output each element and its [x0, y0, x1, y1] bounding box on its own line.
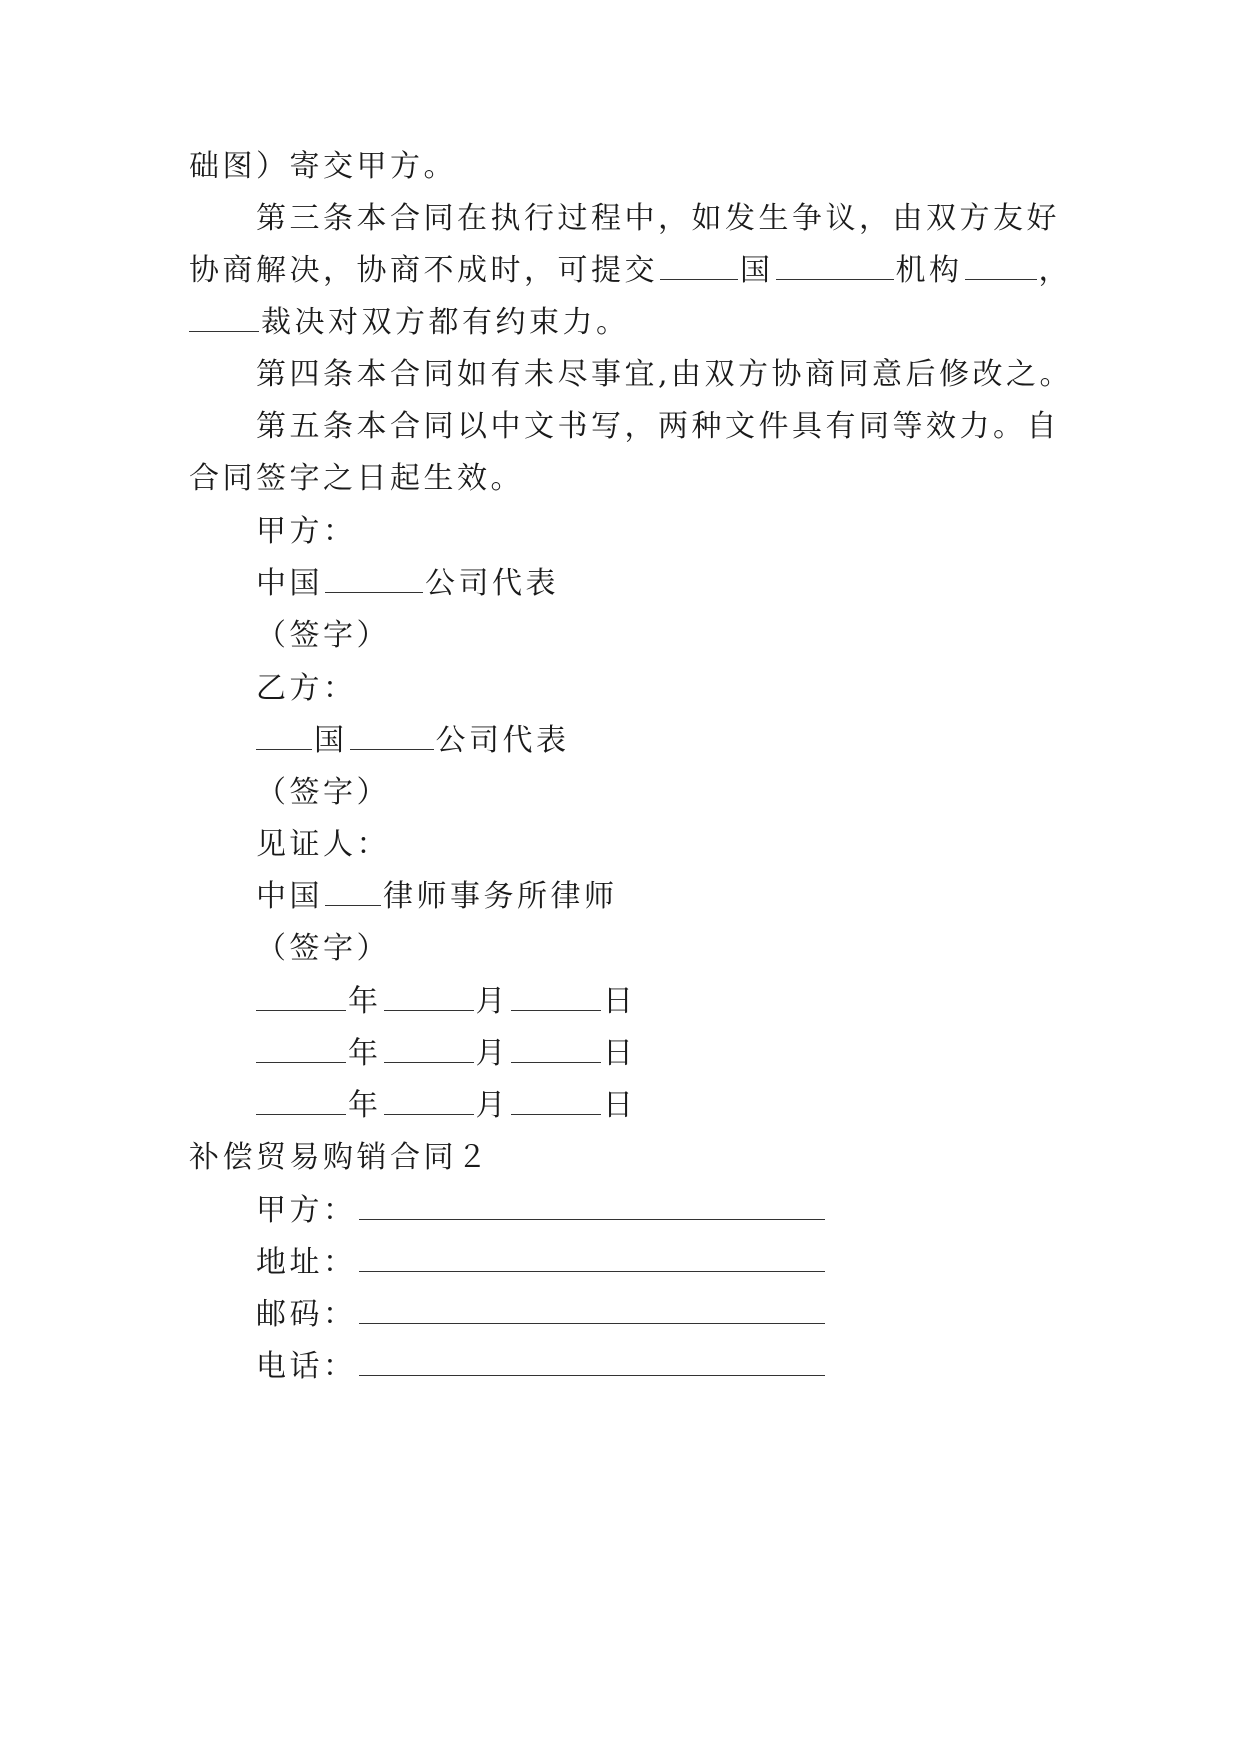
date-line-1 — [256, 982, 637, 1022]
blank-day[interactable] — [511, 1090, 601, 1115]
clause-4-line: 第四条本合同如有未尽事宜,由双方协商同意后修改之。 — [256, 357, 1074, 392]
date-line-2 — [256, 1034, 637, 1074]
party-a-prefix: 中国 — [256, 566, 323, 601]
blank-party-a[interactable] — [359, 1195, 825, 1220]
blank-month[interactable] — [384, 1038, 474, 1063]
witness-sign: （签字） — [256, 931, 390, 966]
paragraph-line: 础图）寄交甲方。 — [189, 149, 457, 184]
date-line-3 — [256, 1086, 637, 1126]
party-b-suffix: 公司代表 — [435, 723, 570, 758]
witness-label: 见证人： — [256, 827, 390, 862]
date-year-label: 年 — [348, 984, 382, 1019]
contract-2-title: 补偿贸易购销合同２ — [189, 1140, 491, 1175]
clause-3-text-a: 协商解决，协商不成时，可提交 — [189, 253, 658, 288]
party-b-company-line — [256, 721, 570, 761]
clause-3-text-b: 国 — [740, 253, 774, 288]
party-b-sign: （签字） — [256, 775, 390, 810]
blank-phone[interactable] — [359, 1351, 825, 1376]
blank-day[interactable] — [511, 1038, 601, 1063]
blank-party-a-company[interactable] — [325, 568, 423, 593]
blank-address[interactable] — [359, 1247, 825, 1272]
blank-party-b-company[interactable] — [350, 725, 434, 750]
date-month-label: 月 — [475, 1036, 509, 1071]
party-b-country: 国 — [314, 723, 348, 758]
clause-3-text-d: ， — [1038, 253, 1072, 288]
clause-3-line-1: 第三条本合同在执行过程中，如发生争议，由双方友好 — [256, 201, 1060, 236]
blank-year[interactable] — [256, 986, 346, 1011]
witness-prefix: 中国 — [256, 879, 323, 914]
contract-2-field-phone — [256, 1347, 827, 1387]
clause-3-text-e: 裁决对双方都有约束力。 — [261, 305, 630, 340]
date-day-label: 日 — [603, 1088, 637, 1123]
blank-institution[interactable] — [776, 255, 894, 280]
party-a-label: 甲方： — [256, 514, 357, 549]
contract-2-field-party-a — [256, 1191, 827, 1231]
field-label: 电话： — [256, 1349, 357, 1384]
contract-2-field-postcode — [256, 1295, 827, 1335]
contract-2-field-address — [256, 1243, 827, 1283]
blank-country[interactable] — [660, 255, 738, 280]
clause-3-text-c: 机构 — [895, 253, 963, 288]
blank-day[interactable] — [511, 986, 601, 1011]
blank-month[interactable] — [384, 986, 474, 1011]
witness-suffix: 律师事务所律师 — [383, 879, 618, 914]
field-label: 地址： — [256, 1245, 357, 1280]
field-label: 甲方： — [256, 1193, 357, 1228]
party-a-sign: （签字） — [256, 618, 390, 653]
blank-law-firm[interactable] — [325, 881, 381, 906]
field-label: 邮码： — [256, 1297, 357, 1332]
clause-5-line-1: 第五条本合同以中文书写，两种文件具有同等效力。自 — [256, 409, 1060, 444]
blank-month[interactable] — [384, 1090, 474, 1115]
date-year-label: 年 — [348, 1036, 382, 1071]
party-b-label: 乙方： — [256, 671, 357, 706]
blank-arbitration-2[interactable] — [189, 307, 259, 332]
date-day-label: 日 — [603, 1036, 637, 1071]
blank-postcode[interactable] — [359, 1299, 825, 1324]
date-day-label: 日 — [603, 984, 637, 1019]
party-a-company-line — [256, 564, 559, 604]
blank-arbitration[interactable] — [965, 255, 1037, 280]
blank-year[interactable] — [256, 1090, 346, 1115]
blank-party-b-country[interactable] — [256, 725, 312, 750]
blank-year[interactable] — [256, 1038, 346, 1063]
date-month-label: 月 — [475, 1088, 509, 1123]
clause-3-line-2 — [189, 251, 1072, 291]
party-a-suffix: 公司代表 — [425, 566, 559, 601]
clause-3-line-3 — [189, 303, 630, 343]
witness-firm-line — [256, 877, 618, 917]
clause-5-line-2: 合同签字之日起生效。 — [189, 461, 524, 496]
date-year-label: 年 — [348, 1088, 382, 1123]
date-month-label: 月 — [475, 984, 509, 1019]
